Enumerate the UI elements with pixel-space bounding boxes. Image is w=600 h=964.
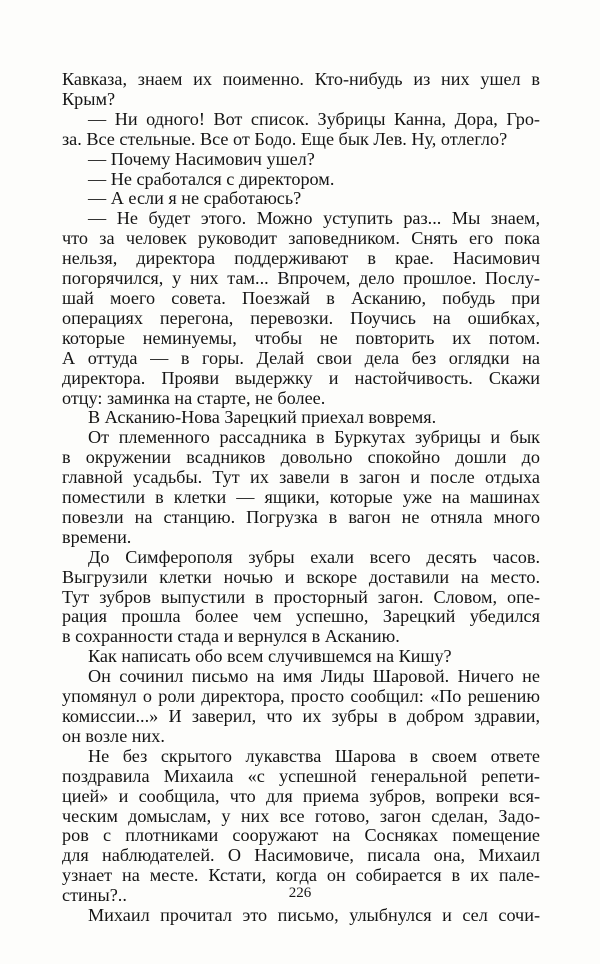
text-line: стины?..: [62, 885, 127, 906]
text-line: директора. Прояви выдержку и настойчивость. Скажи: [62, 367, 540, 388]
text-line: упомянул о роли директора, просто сообщил: «По решению: [62, 686, 540, 707]
text-line: отцу: заминка на старте, не более.: [62, 387, 326, 408]
text-line: в сохранности стада и вернулся в Асканию.: [62, 626, 400, 647]
text-line: — Почему Насимович ушел?: [88, 148, 315, 169]
text-line: узнает на месте. Кстати, когда он собирается в их пале-: [62, 865, 540, 886]
text-line: Не без скрытого лукавства Шарова в своем ответе: [88, 745, 540, 766]
text-line: — Не сработался с директором.: [88, 168, 335, 189]
text-line: Выгрузили клетки ночью и вскоре доставили на место.: [62, 566, 540, 587]
text-line: рация прошла более чем успешно, Зарецкий убедился: [62, 606, 540, 627]
text-line: главной усадьбы. Тут их завели в загон и после отдыха: [62, 467, 540, 488]
text-line: — А если я не сработаюсь?: [88, 188, 302, 209]
text-line: — Не будет этого. Можно уступить раз... Мы знаем,: [88, 208, 540, 229]
text-line: Как написать обо всем случившемся на Кишу?: [88, 646, 452, 667]
text-line: — Ни одного! Вот список. Зубрицы Канна, Дора, Гро-: [88, 108, 540, 129]
text-line: которые неминуемы, чтобы не повторить их потом.: [62, 327, 540, 348]
text-line: В Асканию-Нова Зарецкий приехал вовремя.: [88, 407, 437, 428]
text-line: Михаил прочитал это письмо, улыбнулся и сел сочи-: [88, 905, 540, 926]
text-line: повезли на станцию. Погрузка в вагон не отняла много: [62, 506, 540, 527]
text-line: Крым?: [62, 88, 116, 109]
text-line: Кавказа, знаем их поименно. Кто-нибудь из них ушел в: [62, 69, 540, 89]
body-text: [62, 70, 540, 926]
text-line: комиссии...» И заверил, что их зубры в добром здравии,: [62, 706, 540, 726]
text-line: нельзя, директора поддерживают в крае. Насимович: [62, 248, 540, 269]
text-line: Тут зубров выпустили в просторный загон. Словом, опе-: [62, 586, 540, 607]
text-line: ров с плотниками сооружают на Сосняках помещение: [62, 825, 540, 846]
text-line: От племенного рассадника в Буркутах зубрицы и бык: [88, 427, 540, 448]
text-line: времени.: [62, 526, 132, 547]
text-line: он возле них.: [62, 725, 165, 746]
text-line: поздравила Михаила «с успешной генеральной репети-: [62, 765, 540, 786]
text-line: Он сочинил письмо на имя Лиды Шаровой. Ничего не: [88, 666, 540, 687]
text-line: шай моего совета. Поезжай в Асканию, побудь при: [62, 287, 540, 308]
page-number: 226: [288, 885, 312, 901]
text-line: До Симферополя зубры ехали всего десять часов.: [88, 546, 540, 567]
text-line: за. Все стельные. Все от Бодо. Еще бык Лев. Ну, отлегло?: [62, 128, 508, 149]
text-line: погорячился, у них там... Впрочем, дело прошлое. Послу-: [62, 268, 540, 289]
text-line: в окружении всадников довольно спокойно дошли до: [62, 447, 540, 468]
text-line: для наблюдателей. О Насимовиче, писала она, Михаил: [62, 845, 540, 866]
text-line: поместили в клетки — ящики, которые уже на машинах: [62, 487, 540, 508]
text-line: цией» и сообщила, что для приема зубров, вопреки вся-: [62, 785, 540, 806]
text-line: А оттуда — в горы. Делай свои дела без оглядки на: [62, 347, 540, 368]
text-line: ческим домыслам, у них все готово, загон сделан, Задо-: [62, 805, 540, 826]
text-line: что за человек руководит заповедником. Снять его пока: [62, 228, 540, 249]
text-line: операциях перегона, перевозки. Поучись на ошибках,: [62, 307, 540, 328]
